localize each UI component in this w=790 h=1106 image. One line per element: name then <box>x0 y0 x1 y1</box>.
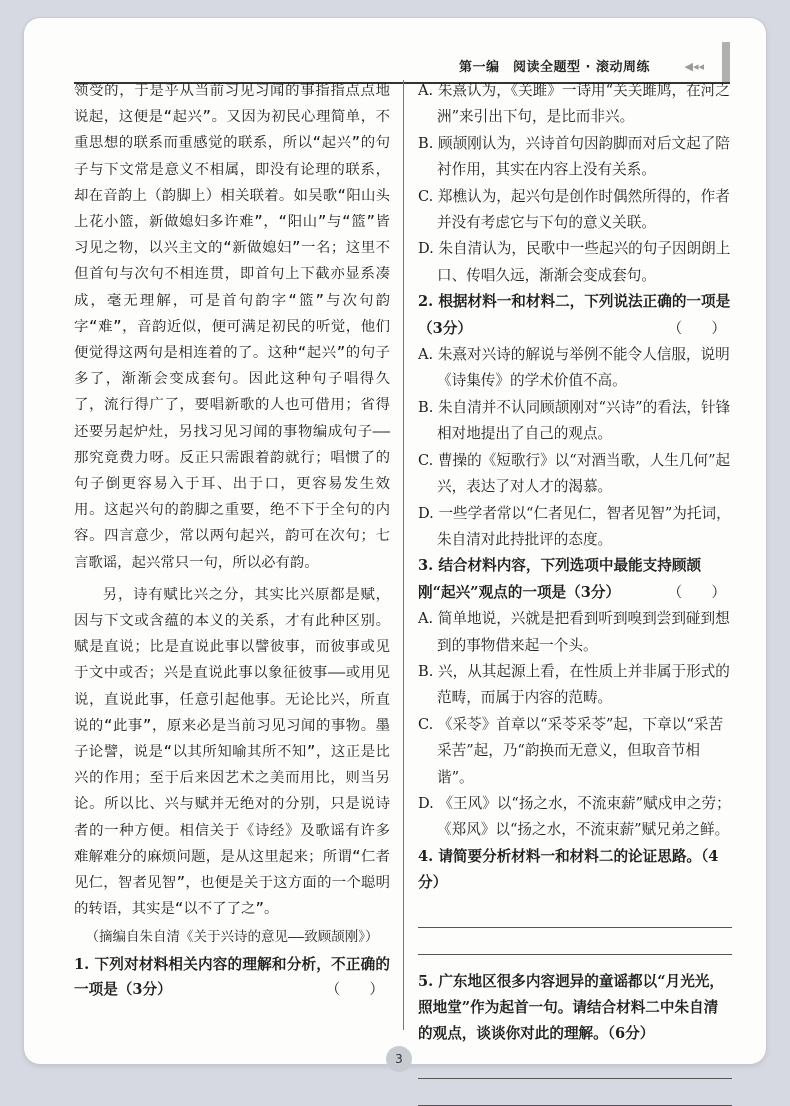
q2-option-b[interactable]: B. 朱自清并不认同顾颉刚对“兴诗”的看法，针锋相对地提出了自己的观点。 <box>418 398 731 443</box>
q1-option-d[interactable]: D. 朱自清认为，民歌中一些起兴的句子因朗朗上口、传唱久远，渐渐会变成套句。 <box>418 240 731 284</box>
question-5-answer-line-1[interactable] <box>418 1078 732 1079</box>
question-2-answer-blank[interactable]: （ ） <box>667 319 726 337</box>
passage-citation: （摘编自朱自清《关于兴诗的意见——致顾颉刚》） <box>85 928 379 945</box>
header-tab-marker <box>722 42 730 82</box>
q1-option-b[interactable]: B. 顾颉刚认为，兴诗首句因韵脚而对后文起了陪衬作用，其实在内容上没有关系。 <box>418 134 730 179</box>
question-3 <box>418 553 732 606</box>
passage-paragraph-1: 领受的，于是乎从当前习见习闻的事指指点点地说起，这便是“起兴”。又因为初民心理简单，不重思想的联系而重感觉的联系，所以“起兴”的句子与下文常是意义不相属，即没有论理的联系，却在音韵上（韵脚上）相关联着。如吴歌“阳山头上花小篮，新做媳妇多许难”，“阳山”与“篮”皆习见之物，以兴主文的“新做媳妇”一名；这里不但首句与次句不相连贯，即首句上下截亦显系凑成，毫无理解，可是首句韵字“篮”与次句韵字“难”，音韵近似，便可满足初民的听觉，他们便觉得这两句是相连着的了。这种“起兴”的句子多了，渐渐会变成套句。因此这种句子唱得久了，流行得广了，要唱新歌的人也可借用；省得还要另起炉灶，另找习见习闻的事物编成句子——那究竟费力呀。反正只需跟着韵就行；唱惯了的句子倒更容易入于耳、出于口，更容易发生效用。这起兴句的韵脚之重要，绝不下于全句的内容。四言意少，常以两句起兴，韵可在次句；七言歌谣，起兴常只一句，所以必有韵。 <box>74 83 390 571</box>
q1-option-a[interactable]: A. 朱熹认为，《关雎》一诗用“关关雎鸠，在河之洲”来引出下句，是比而非兴。 <box>418 82 730 126</box>
q3-option-b[interactable]: B. 兴，从其起源上看，在性质上并非属于形式的范畴，而属于内容的范畴。 <box>418 662 730 707</box>
q1-option-c[interactable]: C. 郑樵认为，起兴句是创作时偶然所得的，作者并没有考虑它与下句的意义关联。 <box>418 187 730 232</box>
passage-paragraph-2: 另，诗有赋比兴之分，其实比兴原都是赋，因与下文或含蕴的本义的关系，才有此种区别。赋是直说；比是直说此事以譬彼事，而彼事或见于文中或否；兴是直说此事以象征彼事——或用见说，直说此事，任意引起他事。无论比兴，所直说的“此事”，原来必是当前习见习闻的事物。墨子论譬，说是“以其所知喻其所不知”，这正是比兴的作用；至于后来因艺术之美而用比，则当另论。所以比、兴与赋并无绝对的分别，只是说诗者的一种方便。相信关于《诗经》及歌谣有许多难解难分的麻烦问题，是从这里起来；所谓“仁者见仁，智者见智”，也便是关于这方面的一个聪明的转语，其实是“以不了了之”。 <box>74 586 390 918</box>
q3-option-a[interactable]: A. 简单地说，兴就是把看到听到嗅到尝到碰到想到的事物借来起一个头。 <box>418 610 730 654</box>
q3-option-c[interactable]: C. 《采苓》首章以“采苓采苓”起，下章以“采苦采苦”起，乃“韵换而无意义，但取音节相谐”。 <box>418 715 723 786</box>
right-column <box>418 78 732 1106</box>
column-divider <box>403 80 404 1030</box>
q2-option-d[interactable]: D. 一些学者常以“仁者见仁，智者见智”为托词，朱自清对此持批评的态度。 <box>418 504 731 548</box>
question-5-stem: 5. 广东地区很多内容迥异的童谣都以“月光光，照地堂”作为起首一句。请结合材料二中朱自清的观点，谈谈你对此的理解。（6分） <box>418 972 724 1043</box>
question-3-answer-blank[interactable]: （ ） <box>667 583 726 601</box>
question-4-answer-line-2[interactable] <box>418 954 732 955</box>
header-title: 第一编 阅读全题型 · 滚动周练 <box>459 60 650 75</box>
question-1-options <box>418 78 732 289</box>
question-4-stem: 4. 请简要分析材料一和材料二的论证思路。（4分） <box>418 847 719 892</box>
q2-option-a[interactable]: A. 朱熹对兴诗的解说与举例不能令人信服，说明《诗集传》的学术价值不高。 <box>418 346 730 390</box>
question-2-options <box>418 342 732 553</box>
question-4-answer-line-1[interactable] <box>418 927 732 928</box>
question-2 <box>418 289 732 342</box>
question-3-stem: 3. 结合材料内容，下列选项中最能支持顾颉刚“起兴”观点的一项是（3分） <box>418 557 702 601</box>
q2-option-c[interactable]: C. 曹操的《短歌行》以“对酒当歌，人生几何”起兴，表达了对人才的渴慕。 <box>418 451 731 496</box>
q3-option-d[interactable]: D. 《王风》以“扬之水，不流束薪”赋戍申之劳；《郑风》以“扬之水，不流束薪”赋兄弟之鲜。 <box>418 794 731 839</box>
question-1-answer-blank[interactable]: （ ） <box>325 980 384 998</box>
header-arrow-icon: ◀◂◂ <box>684 60 704 73</box>
question-2-stem: 2. 根据材料一和材料二，下列说法正确的一项是（3分） <box>418 293 731 337</box>
question-1-stem: 1. 下列对材料相关内容的理解和分析，不正确的一项是（3分） <box>74 955 390 998</box>
left-column <box>74 78 390 1002</box>
question-3-options <box>418 606 732 844</box>
page-number-badge: 3 <box>386 1046 412 1072</box>
